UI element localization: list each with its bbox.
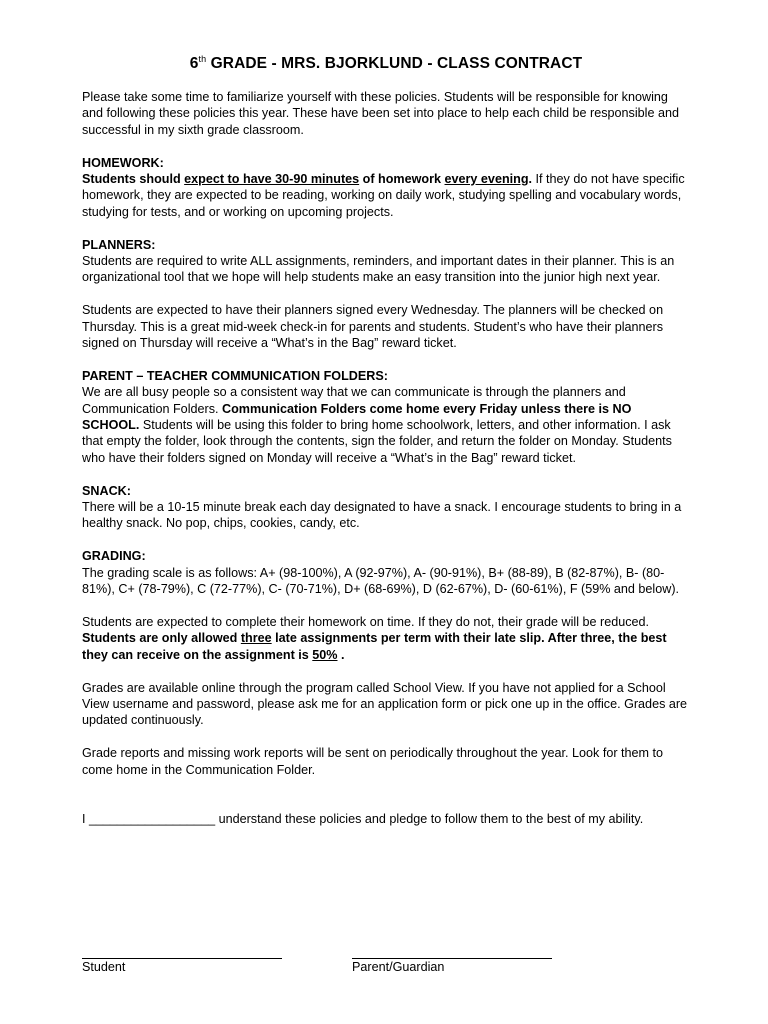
grade-reports-paragraph: Grade reports and missing work reports will be sent on periodically throughout the year. Look for them to come home in the Communication Folder. [82,746,664,777]
late-bold-c: . [337,647,345,662]
student-signature-label: Student [82,960,126,974]
late-bold-a: Students are only allowed [82,631,241,646]
title-grade-number: 6 [189,55,199,72]
late-text: Students are expected to complete their homework on time. If they do not, their grade will be reduced. [82,614,650,629]
folders-text-b: Students will be using this folder to bring home schoolwork, letters, and other information. I ask that empty the folder, look through the contents, sign the folder, and return the folder on Monday. Students who have their folders signed on Monday will receive a “What’s in the Bag” reward ticket. [82,418,672,465]
page-title [82,54,690,73]
grading-section [82,548,690,597]
late-work-paragraph [82,614,690,663]
snack-section [82,483,690,532]
homework-section [82,155,690,221]
parent-signature-line [352,944,552,959]
intro-paragraph: Please take some time to familiarize yourself with these policies. Students will be responsible for knowing and following these policies this year. These have been set into place to help each child be responsible and successful in my sixth grade classroom. [82,90,679,137]
homework-bold-b: of homework [359,172,445,187]
snack-text: There will be a 10-15 minute break each day designated to have a snack. I encourage students to bring in a healthy snack. No pop, chips, cookies, candy, etc. [82,500,682,531]
late-bold-b: late assignments per term with their late slip. After three, the best they can receive on the assignment is [82,631,667,662]
student-signature-line [82,944,282,959]
folders-section [82,368,690,466]
planners-signed-paragraph: Students are expected to have their planners signed every Wednesday. The planners will be checked on Thursday. This is a great mid-week check-in for parents and students. Student’s who have their planners signed on Thursday will receive a “What’s in the Bag” reward ticket. [82,303,664,351]
parent-signature-label: Parent/Guardian [352,960,445,974]
signature-row [82,944,690,984]
title-text: GRADE - MRS. BJORKLUND - CLASS CONTRACT [206,55,583,72]
online-grades-paragraph: Grades are available online through the program called School View. If you have not applied for a School View username and password, please ask me for an application form or pick one up in the office. Grades are updated continuously. [82,680,688,728]
homework-bold-c: . [528,172,533,187]
snack-heading: SNACK: [82,483,131,498]
late-underline-b: 50% [312,647,338,662]
grading-heading: GRADING: [82,549,146,564]
planners-section [82,237,690,286]
title-grade-suffix: th [198,54,207,64]
folders-heading: PARENT – TEACHER COMMUNICATION FOLDERS: [82,368,388,383]
homework-underline-b: every evening [444,172,529,187]
late-underline-a: three [240,631,272,646]
homework-underline-a: expect to have 30-90 minutes [184,172,360,187]
parent-signature [352,944,552,975]
planners-text: Students are required to write ALL assignments, reminders, and important dates in their planner. This is an organizational tool that we hope will help students make an easy transition into the junior high next year. [82,254,675,285]
homework-text: If they do not have specific homework, they are expected to be reading, working on daily work, studying spelling and vocabulary words, studying for tests, and or working on upcoming projects. [82,172,685,219]
homework-bold-a: Students should [82,172,185,187]
student-signature [82,944,282,975]
homework-heading: HOMEWORK: [82,155,164,170]
folders-bold: Communication Folders come home every Friday unless there is NO SCHOOL. [82,401,632,433]
planners-heading: PLANNERS: [82,237,156,252]
folders-text-a: We are all busy people so a consistent way that we can communicate is through the planners and Communication Folders. [82,385,626,416]
contract-document [82,54,690,844]
pledge-statement: I __________________ understand these policies and pledge to follow them to the best of my ability. [82,811,644,826]
grading-scale-text: The grading scale is as follows: A+ (98-100%), A (92-97%), A- (90-91%), B+ (88-89), B (82-87%), B- (80-81%), C+ (78-79%), C (72-77%), C- (70-71%), D+ (68-69%), D (62-67%), D- (60-61%), F (59% and below). [82,565,680,597]
